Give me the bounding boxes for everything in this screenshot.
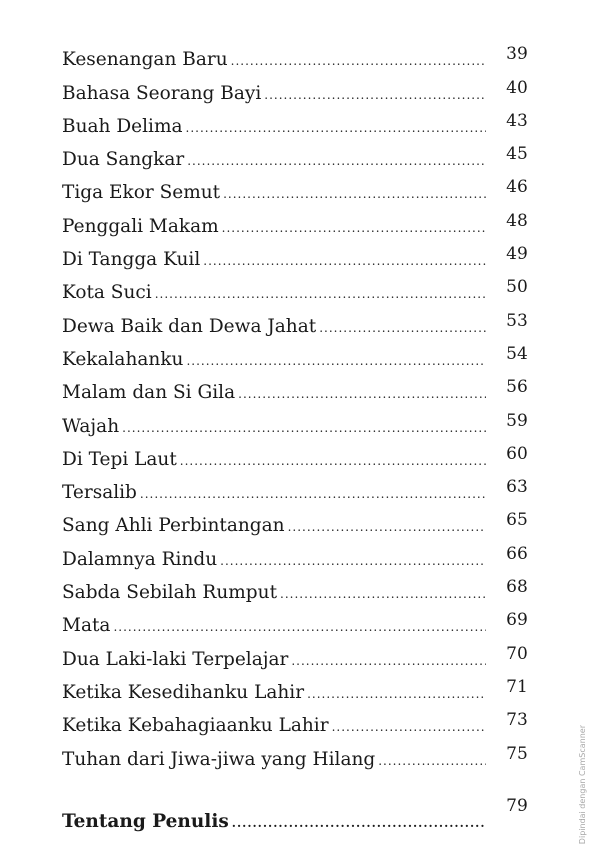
toc-entry [62, 404, 532, 437]
toc-entry-page: 46 [506, 177, 528, 198]
toc-entry [62, 371, 532, 404]
toc-entry-title: Wajah [62, 415, 120, 437]
toc-entry-page: 53 [506, 310, 528, 331]
toc-entry [62, 338, 532, 371]
dot-leader [220, 555, 486, 567]
toc-entry-title: Mata [62, 615, 111, 637]
dot-leader [222, 222, 486, 234]
dot-leader [264, 89, 486, 101]
toc-entry [62, 504, 532, 537]
toc-entry-title: Dalamnya Rindu [62, 548, 218, 570]
dot-leader [280, 588, 486, 600]
dot-leader [223, 188, 486, 200]
dot-leader [186, 355, 486, 367]
toc-entry-title: Ketika Kesedihanku Lahir [62, 681, 305, 703]
toc-entry-page: 59 [506, 410, 528, 431]
toc-entry-page: 60 [506, 443, 528, 464]
toc-entry-title: Tuhan dari Jiwa-jiwa yang Hilang [62, 748, 376, 770]
dot-leader [113, 621, 486, 633]
dot-leader [378, 755, 486, 767]
dot-leader [140, 488, 486, 500]
toc-entry-author [62, 796, 532, 833]
toc-entry-title: Tentang Penulis [62, 811, 229, 833]
toc-entry-title: Penggali Makam [62, 215, 219, 237]
toc-entry-title: Bahasa Seorang Bayi [62, 82, 262, 104]
toc-entry-page: 45 [506, 144, 528, 165]
dot-leader [332, 721, 486, 733]
toc-entry-page: 48 [506, 210, 528, 231]
toc-entry-title: Kesenangan Baru [62, 49, 228, 71]
toc-entry-page: 73 [506, 710, 528, 731]
dot-leader [186, 122, 486, 134]
dot-leader [319, 322, 486, 334]
toc-entry-page: 54 [506, 343, 528, 364]
toc-entry-title: Dua Laki-laki Terpelajar [62, 648, 289, 670]
dot-leader [155, 288, 486, 300]
scanner-watermark: Dipindai dengan CamScanner [578, 725, 587, 845]
toc-entry-page: 40 [506, 77, 528, 98]
dot-leader [238, 388, 486, 400]
toc-entry [62, 238, 532, 271]
toc-entry [62, 604, 532, 637]
toc-entry [62, 171, 532, 204]
toc-entry [62, 471, 532, 504]
toc-entry-title: Dua Sangkar [62, 149, 185, 171]
toc-entry [62, 304, 532, 337]
toc-entry [62, 537, 532, 570]
toc-entry-title: Buah Delima [62, 115, 183, 137]
toc-entry-title: Ketika Kebahagiaanku Lahir [62, 715, 329, 737]
toc-entry-title: Kota Suci [62, 282, 152, 304]
toc-entry-page: 65 [506, 510, 528, 531]
toc-entry-page: 39 [506, 44, 528, 65]
toc-entry-title: Kekalahanku [62, 348, 184, 370]
toc-entry-page: 75 [506, 743, 528, 764]
toc-entry-title: Dewa Baik dan Dewa Jahat [62, 315, 317, 337]
toc-entry-page: 68 [506, 577, 528, 598]
toc-entry-title: Di Tangga Kuil [62, 249, 201, 271]
toc-entry [62, 704, 532, 737]
toc-entry-page: 79 [506, 796, 528, 817]
toc-entry [62, 671, 532, 704]
toc-entry [62, 71, 532, 104]
dot-leader [203, 255, 486, 267]
table-of-contents [62, 38, 532, 771]
toc-entry [62, 271, 532, 304]
toc-entry [62, 38, 532, 71]
dot-leader [180, 455, 486, 467]
toc-entry [62, 138, 532, 171]
toc-entry-title: Di Tepi Laut [62, 448, 177, 470]
toc-entry-page: 49 [506, 244, 528, 265]
dot-leader [187, 155, 486, 167]
toc-entry-page: 43 [506, 110, 528, 131]
toc-entry [62, 204, 532, 237]
toc-entry-title: Sang Ahli Perbintangan [62, 515, 285, 537]
dot-leader [288, 521, 486, 533]
dot-leader [232, 817, 486, 829]
dot-leader [231, 55, 486, 67]
toc-entry-page: 70 [506, 643, 528, 664]
toc-entry-title: Tersalib [62, 482, 137, 504]
toc-entry-title: Tiga Ekor Semut [62, 182, 221, 204]
toc-entry [62, 637, 532, 670]
toc-entry [62, 571, 532, 604]
toc-entry [62, 105, 532, 138]
toc-entry-title: Sabda Sebilah Rumput [62, 582, 277, 604]
dot-leader [122, 422, 486, 434]
dot-leader [307, 688, 486, 700]
toc-entry-page: 63 [506, 477, 528, 498]
toc-entry-page: 66 [506, 543, 528, 564]
dot-leader [291, 655, 486, 667]
toc-entry-page: 50 [506, 277, 528, 298]
toc-entry-title: Malam dan Si Gila [62, 382, 236, 404]
toc-entry [62, 737, 532, 770]
toc-entry-page: 69 [506, 610, 528, 631]
toc-entry-page: 71 [506, 676, 528, 697]
toc-entry [62, 438, 532, 471]
toc-entry-page: 56 [506, 377, 528, 398]
